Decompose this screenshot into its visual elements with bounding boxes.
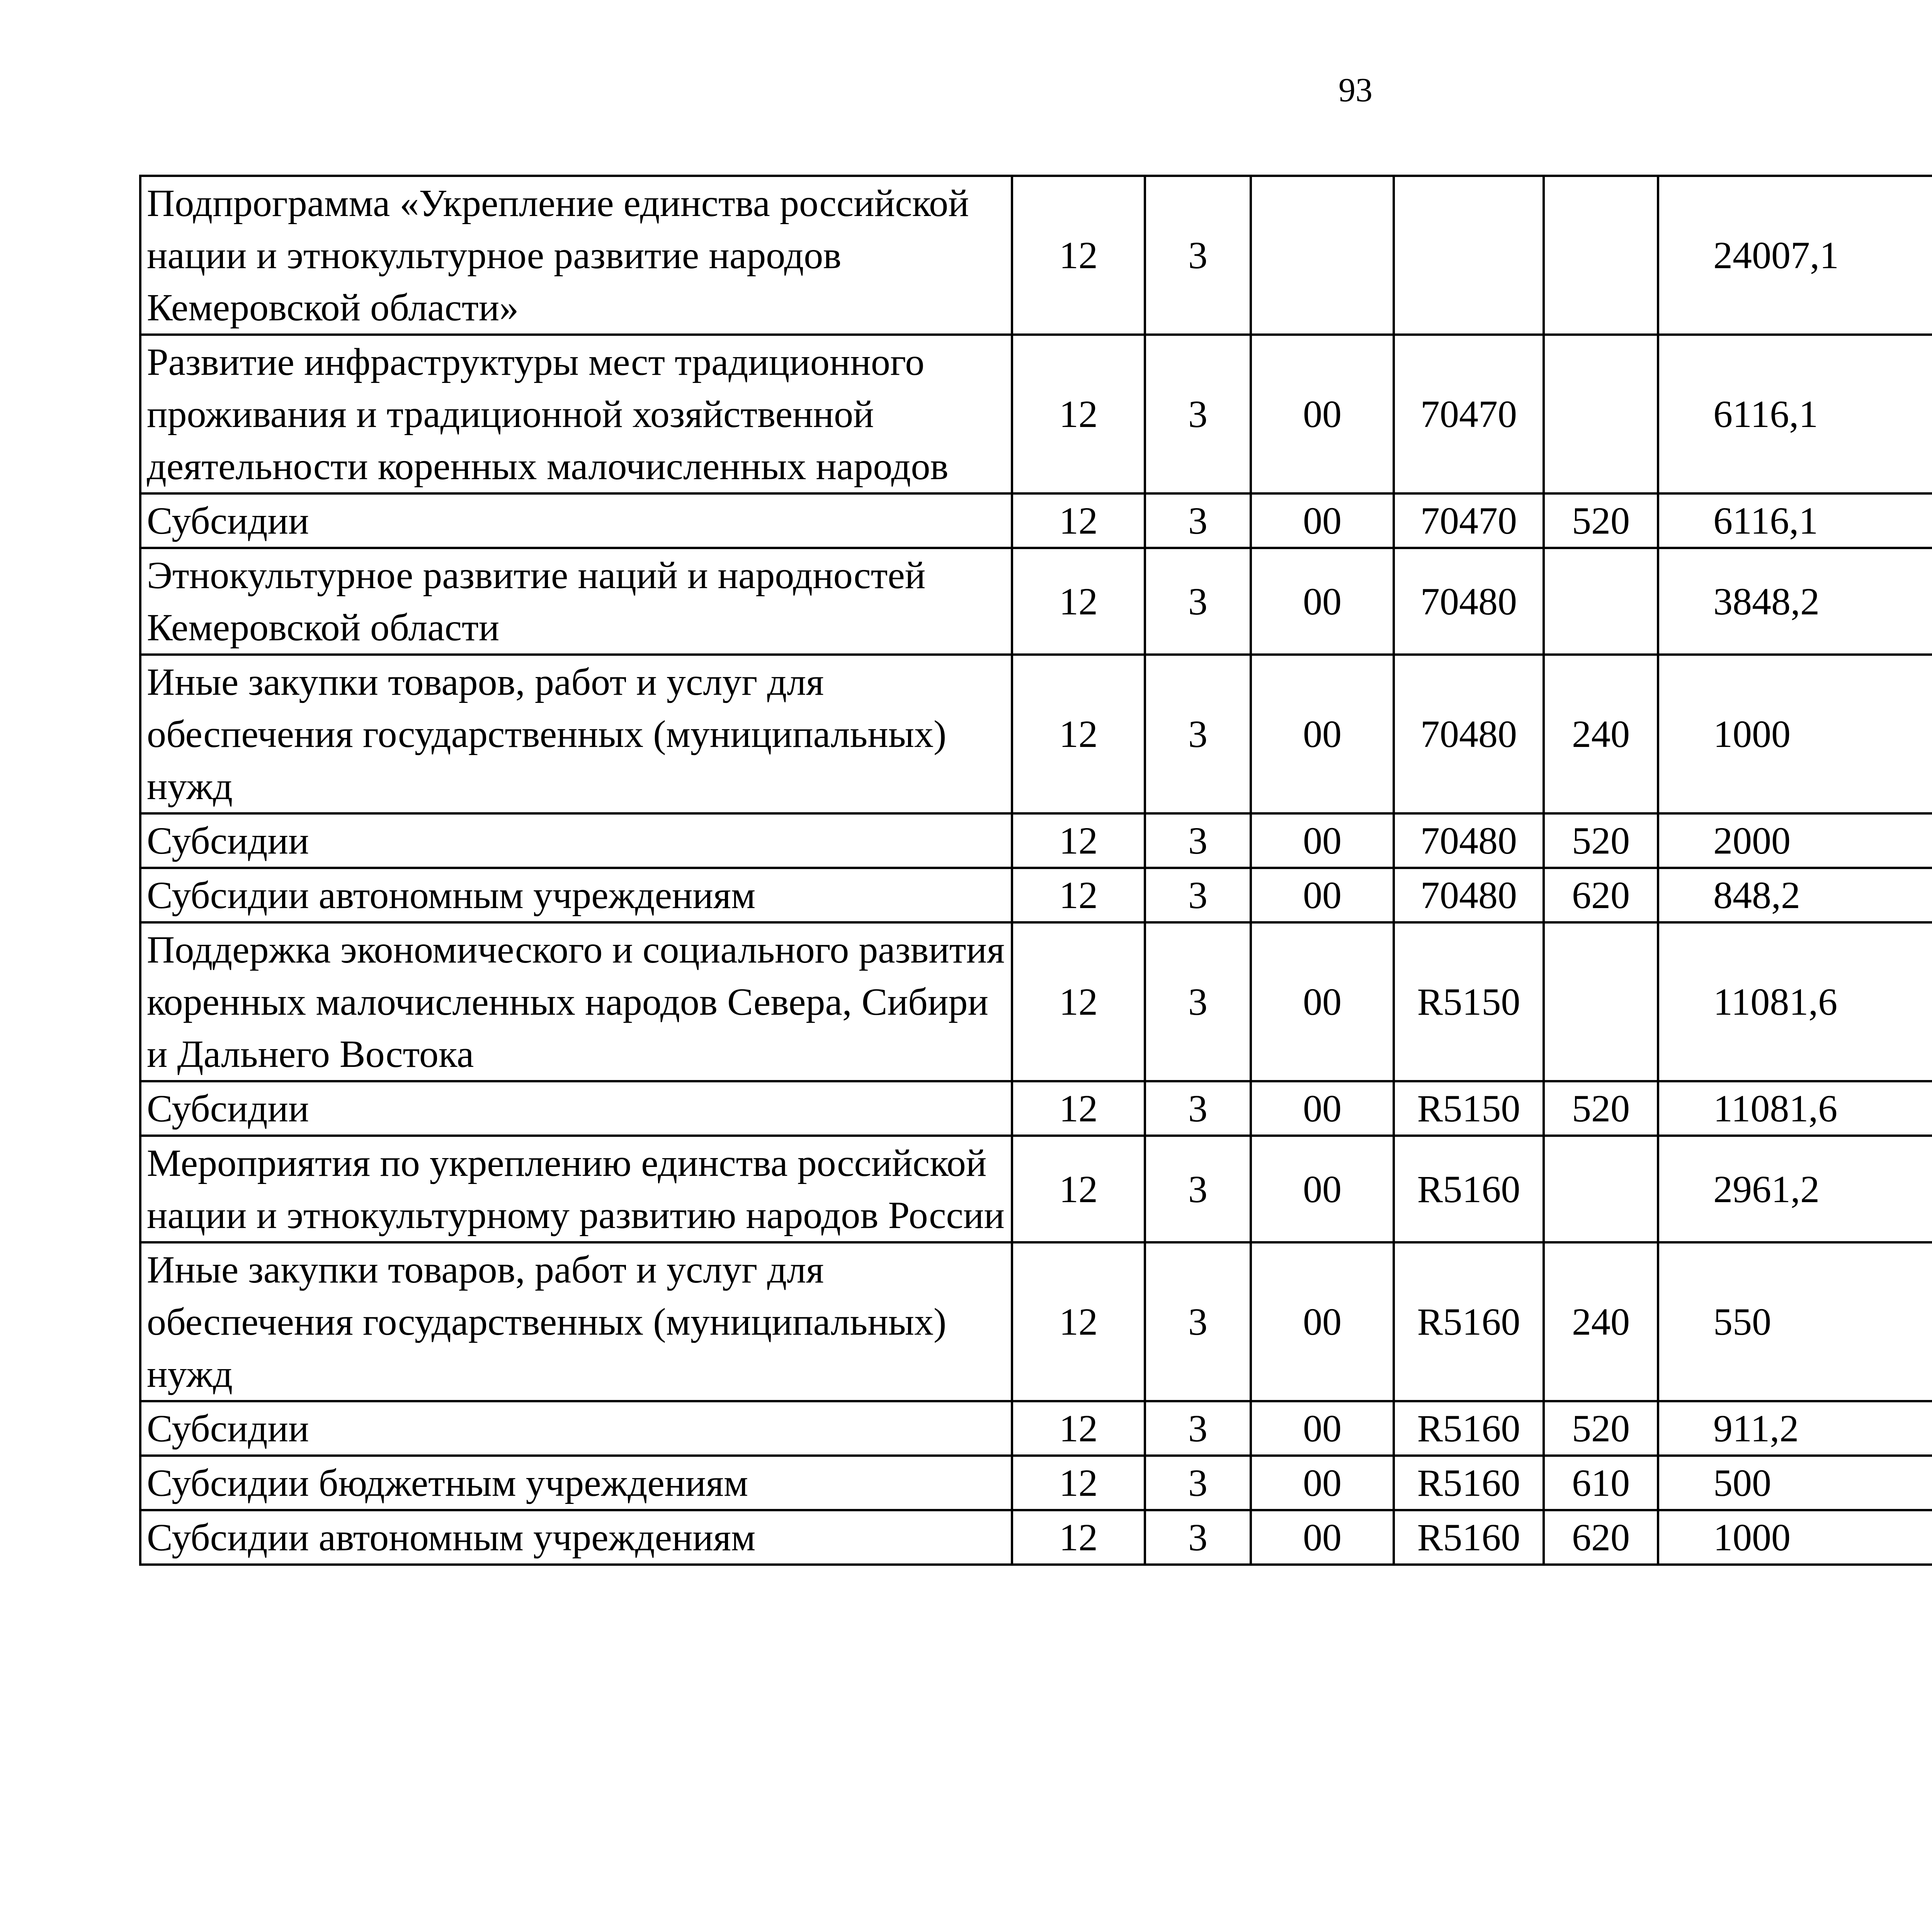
expense-type-code: 620 (1544, 868, 1658, 922)
expense-type-code: 610 (1544, 1456, 1658, 1510)
row-name: Иные закупки товаров, работ и услуг для обеспечения государственных (муниципальных) нужд (140, 1242, 1012, 1401)
amount-year-1: 11081,6 (1658, 922, 1932, 1081)
subsection-code: 3 (1145, 493, 1251, 548)
section-code: 12 (1012, 1456, 1145, 1510)
table-row (140, 493, 1932, 548)
direction-code: R5150 (1394, 922, 1544, 1081)
program-code: 00 (1251, 655, 1394, 813)
table-row (140, 1081, 1932, 1136)
section-code: 12 (1012, 1401, 1145, 1456)
direction-code: 70480 (1394, 655, 1544, 813)
direction-code: 70480 (1394, 548, 1544, 655)
table-row (140, 1136, 1932, 1242)
expense-type-code (1544, 1136, 1658, 1242)
subsection-code: 3 (1145, 1081, 1251, 1136)
row-name: Субсидии автономным учреждениям (140, 1510, 1012, 1565)
row-name: Субсидии (140, 1081, 1012, 1136)
table-row (140, 813, 1932, 868)
section-code: 12 (1012, 922, 1145, 1081)
subsection-code: 3 (1145, 1136, 1251, 1242)
table-row (140, 1401, 1932, 1456)
section-code: 12 (1012, 1081, 1145, 1136)
table-row (140, 548, 1932, 655)
expense-type-code: 520 (1544, 1081, 1658, 1136)
amount-year-1: 6116,1 (1658, 493, 1932, 548)
subsection-code: 3 (1145, 1456, 1251, 1510)
program-code: 00 (1251, 493, 1394, 548)
row-name: Субсидии (140, 493, 1012, 548)
row-name: Мероприятия по укреплению единства российской нации и этнокультурному развитию народов России (140, 1136, 1012, 1242)
row-name: Развитие инфраструктуры мест традиционного проживания и традиционной хозяйственной деятельности коренных малочисленных народов (140, 335, 1012, 493)
subsection-code: 3 (1145, 922, 1251, 1081)
section-code: 12 (1012, 493, 1145, 548)
expense-type-code (1544, 548, 1658, 655)
direction-code: 70480 (1394, 813, 1544, 868)
section-code: 12 (1012, 655, 1145, 813)
table-row (140, 922, 1932, 1081)
amount-year-1: 11081,6 (1658, 1081, 1932, 1136)
table-row (140, 868, 1932, 922)
section-code: 12 (1012, 335, 1145, 493)
direction-code (1394, 176, 1544, 335)
table-row (140, 1242, 1932, 1401)
direction-code: 70470 (1394, 493, 1544, 548)
subsection-code: 3 (1145, 548, 1251, 655)
subsection-code: 3 (1145, 176, 1251, 335)
subsection-code: 3 (1145, 813, 1251, 868)
program-code: 00 (1251, 1081, 1394, 1136)
subsection-code: 3 (1145, 1510, 1251, 1565)
row-name: Субсидии бюджетным учреждениям (140, 1456, 1012, 1510)
expense-type-code: 520 (1544, 813, 1658, 868)
row-name: Иные закупки товаров, работ и услуг для обеспечения государственных (муниципальных) нужд (140, 655, 1012, 813)
table-row (140, 335, 1932, 493)
section-code: 12 (1012, 176, 1145, 335)
row-name: Этнокультурное развитие наций и народностей Кемеровской области (140, 548, 1012, 655)
page-number: 93 (1338, 71, 1372, 109)
expense-type-code (1544, 176, 1658, 335)
program-code: 00 (1251, 1136, 1394, 1242)
budget-table (139, 175, 1932, 1566)
subsection-code: 3 (1145, 335, 1251, 493)
subsection-code: 3 (1145, 655, 1251, 813)
table-row (140, 655, 1932, 813)
amount-year-1: 848,2 (1658, 868, 1932, 922)
row-name: Субсидии автономным учреждениям (140, 868, 1012, 922)
table-row (140, 176, 1932, 335)
program-code: 00 (1251, 813, 1394, 868)
expense-type-code: 520 (1544, 493, 1658, 548)
direction-code: R5160 (1394, 1242, 1544, 1401)
expense-type-code: 240 (1544, 1242, 1658, 1401)
expense-type-code (1544, 335, 1658, 493)
section-code: 12 (1012, 813, 1145, 868)
amount-year-1: 911,2 (1658, 1401, 1932, 1456)
direction-code: R5160 (1394, 1456, 1544, 1510)
table-row (140, 1456, 1932, 1510)
expense-type-code: 620 (1544, 1510, 1658, 1565)
direction-code: 70480 (1394, 868, 1544, 922)
direction-code: R5160 (1394, 1136, 1544, 1242)
row-name: Субсидии (140, 813, 1012, 868)
direction-code: 70470 (1394, 335, 1544, 493)
row-name: Поддержка экономического и социального развития коренных малочисленных народов Севера, Сибири и Дальнего Востока (140, 922, 1012, 1081)
section-code: 12 (1012, 1242, 1145, 1401)
amount-year-1: 1000 (1658, 1510, 1932, 1565)
amount-year-1: 3848,2 (1658, 548, 1932, 655)
direction-code: R5160 (1394, 1401, 1544, 1456)
program-code: 00 (1251, 1456, 1394, 1510)
section-code: 12 (1012, 1510, 1145, 1565)
expense-type-code (1544, 922, 1658, 1081)
subsection-code: 3 (1145, 1401, 1251, 1456)
program-code: 00 (1251, 1510, 1394, 1565)
table-row (140, 1510, 1932, 1565)
program-code: 00 (1251, 1401, 1394, 1456)
direction-code: R5150 (1394, 1081, 1544, 1136)
program-code: 00 (1251, 922, 1394, 1081)
section-code: 12 (1012, 548, 1145, 655)
expense-type-code: 240 (1544, 655, 1658, 813)
amount-year-1: 2961,2 (1658, 1136, 1932, 1242)
section-code: 12 (1012, 1136, 1145, 1242)
row-name: Подпрограмма «Укрепление единства российской нации и этнокультурное развитие народов Кемеровской области» (140, 176, 1012, 335)
program-code (1251, 176, 1394, 335)
program-code: 00 (1251, 868, 1394, 922)
amount-year-1: 6116,1 (1658, 335, 1932, 493)
amount-year-1: 500 (1658, 1456, 1932, 1510)
amount-year-1: 2000 (1658, 813, 1932, 868)
direction-code: R5160 (1394, 1510, 1544, 1565)
amount-year-1: 24007,1 (1658, 176, 1932, 335)
row-name: Субсидии (140, 1401, 1012, 1456)
amount-year-1: 550 (1658, 1242, 1932, 1401)
program-code: 00 (1251, 548, 1394, 655)
budget-table-body (140, 176, 1932, 1565)
amount-year-1: 1000 (1658, 655, 1932, 813)
subsection-code: 3 (1145, 1242, 1251, 1401)
program-code: 00 (1251, 335, 1394, 493)
subsection-code: 3 (1145, 868, 1251, 922)
program-code: 00 (1251, 1242, 1394, 1401)
expense-type-code: 520 (1544, 1401, 1658, 1456)
section-code: 12 (1012, 868, 1145, 922)
